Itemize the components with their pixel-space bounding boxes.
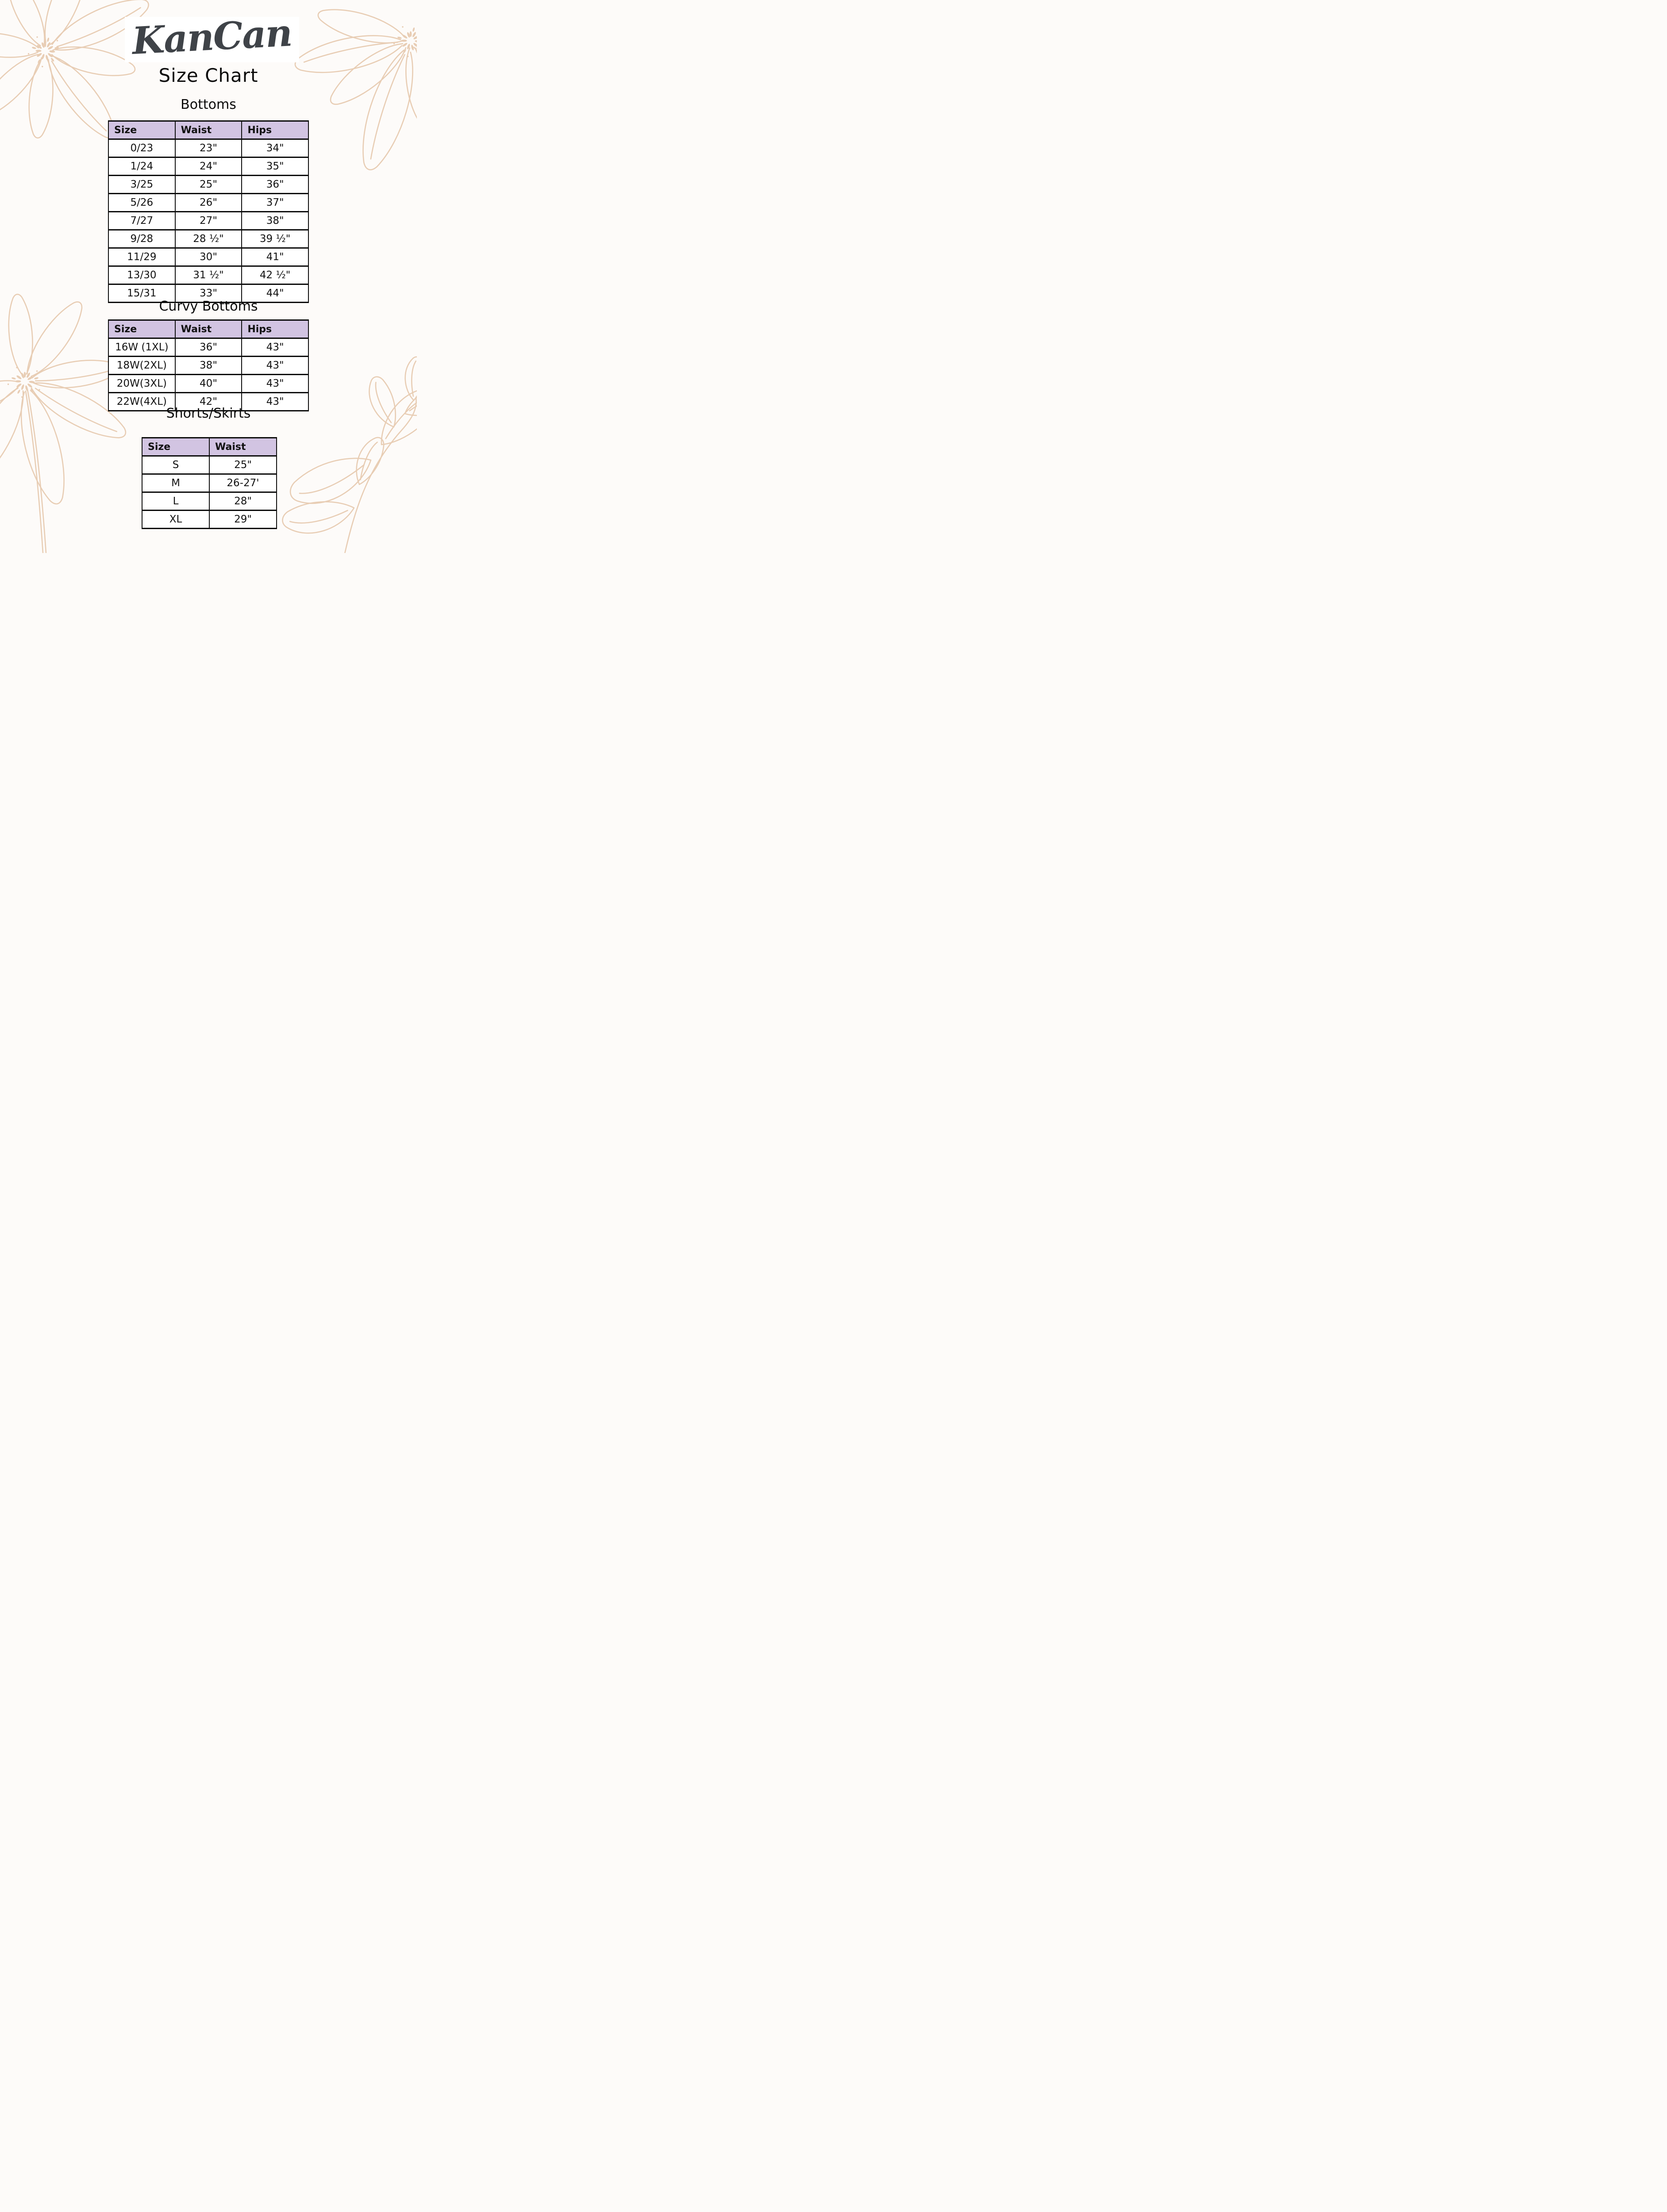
table-cell: 18W(2XL): [108, 357, 175, 375]
table-cell: 29": [209, 511, 277, 529]
table-cell: 0/23: [108, 139, 175, 157]
table-cell: 27": [175, 212, 242, 230]
column-header-waist: Waist: [175, 121, 242, 139]
table-cell: 7/27: [108, 212, 175, 230]
table-cell: 25": [175, 176, 242, 194]
table-cell: 42 ½": [242, 266, 308, 284]
bottoms-table: [108, 120, 309, 303]
table-cell: 36": [242, 176, 308, 194]
table-cell: 38": [175, 357, 242, 375]
table-cell: 26": [175, 194, 242, 212]
page-title: Size Chart: [158, 65, 258, 86]
table-row: [108, 212, 308, 230]
table-cell: 41": [242, 248, 308, 266]
brand-logo-script: [125, 11, 299, 63]
table-cell: 22W(4XL): [108, 393, 175, 411]
table-row: [142, 474, 277, 492]
section-title-bottoms: Bottoms: [181, 97, 236, 112]
table-row: [108, 157, 308, 176]
table-cell: 13/30: [108, 266, 175, 284]
curvy-bottoms-table: [108, 319, 309, 411]
flower-top-right-illustration: [292, 2, 417, 175]
table-cell: 33": [175, 284, 242, 303]
table-cell: 25": [209, 456, 277, 474]
table-cell: 40": [175, 375, 242, 393]
table-cell: XL: [142, 511, 209, 529]
column-header-size: Size: [108, 320, 175, 338]
column-header-waist: Waist: [175, 320, 242, 338]
header-row: [108, 320, 308, 338]
table-cell: 30": [175, 248, 242, 266]
table-cell: 34": [242, 139, 308, 157]
column-header-size: Size: [108, 121, 175, 139]
section-title-curvy-bottoms: Curvy Bottoms: [159, 299, 258, 314]
table-cell: M: [142, 474, 209, 492]
table-cell: 3/25: [108, 176, 175, 194]
table-cell: 1/24: [108, 157, 175, 176]
table-row: [108, 176, 308, 194]
table-row: [142, 456, 277, 474]
table-cell: 11/29: [108, 248, 175, 266]
table-cell: 15/31: [108, 284, 175, 303]
table-row: [108, 139, 308, 157]
table-row: [108, 230, 308, 248]
table-cell: 9/28: [108, 230, 175, 248]
table-row: [108, 266, 308, 284]
table-cell: 35": [242, 157, 308, 176]
table-cell: 44": [242, 284, 308, 303]
column-header-hips: Hips: [242, 121, 308, 139]
table-cell: L: [142, 492, 209, 511]
table-cell: 43": [242, 338, 308, 357]
shorts-skirts-table: [142, 437, 277, 529]
table-cell: 39 ½": [242, 230, 308, 248]
table-cell: 42": [175, 393, 242, 411]
table-cell: 38": [242, 212, 308, 230]
table-cell: 20W(3XL): [108, 375, 175, 393]
table-row: [108, 248, 308, 266]
size-chart-page: [0, 0, 417, 553]
table-cell: 28": [209, 492, 277, 511]
table-cell: 16W (1XL): [108, 338, 175, 357]
section-title-shorts-skirts: Shorts/Skirts: [166, 406, 251, 421]
header-row: [142, 438, 277, 456]
table-row: [108, 194, 308, 212]
table-row: [142, 492, 277, 511]
table-row: [108, 338, 308, 357]
table-row: [108, 357, 308, 375]
table-cell: S: [142, 456, 209, 474]
table-cell: 23": [175, 139, 242, 157]
table-cell: 26-27': [209, 474, 277, 492]
column-header-waist: Waist: [209, 438, 277, 456]
column-header-size: Size: [142, 438, 209, 456]
column-header-hips: Hips: [242, 320, 308, 338]
brand-logo-text: KanCan: [131, 11, 293, 63]
table-cell: 31 ½": [175, 266, 242, 284]
table-row: [108, 375, 308, 393]
table-cell: 24": [175, 157, 242, 176]
table-cell: 43": [242, 357, 308, 375]
table-row: [142, 511, 277, 529]
table-cell: 5/26: [108, 194, 175, 212]
table-cell: 36": [175, 338, 242, 357]
table-cell: 43": [242, 375, 308, 393]
table-cell: 28 ½": [175, 230, 242, 248]
header-row: [108, 121, 308, 139]
table-cell: 43": [242, 393, 308, 411]
brand-logo: [125, 11, 299, 63]
table-cell: 37": [242, 194, 308, 212]
